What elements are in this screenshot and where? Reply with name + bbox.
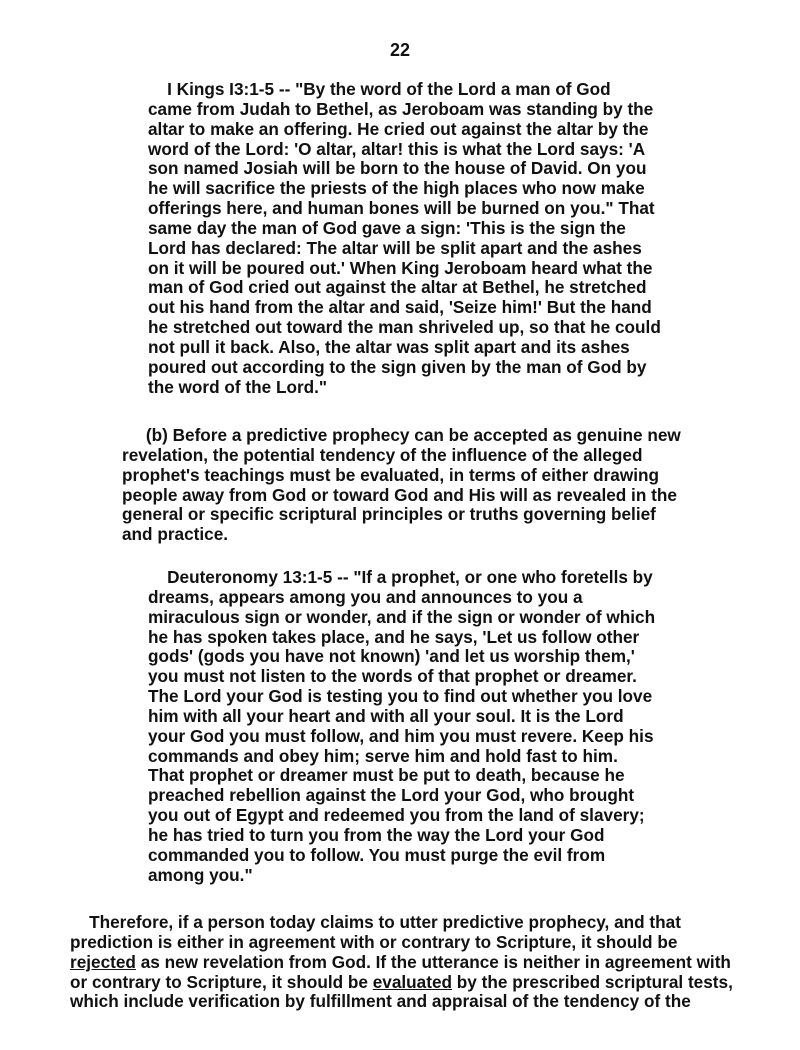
text-line: came from Judah to Bethel, as Jeroboam was standing by the bbox=[148, 98, 654, 119]
text-line: the word of the Lord." bbox=[148, 376, 328, 397]
text-line: That prophet or dreamer must be put to death, because he bbox=[148, 765, 625, 786]
text-line: people away from God or toward God and His will as revealed in the bbox=[122, 484, 677, 505]
text-line: son named Josiah will be born to the house of David. On you bbox=[148, 158, 647, 179]
text-line: man of God cried out against the altar at Bethel, he stretched bbox=[148, 277, 647, 298]
text-line: prediction is either in agreement with or contrary to Scripture, it should be bbox=[70, 931, 678, 952]
text-line bbox=[70, 953, 733, 973]
text-line: I Kings I3:1-5 -- "By the word of the Lord a man of God bbox=[148, 79, 611, 99]
text-line: prophet's teachings must be evaluated, in terms of either drawing bbox=[122, 464, 660, 485]
text-line: Therefore, if a person today claims to utter predictive prophecy, and that bbox=[70, 912, 681, 932]
text-line: on it will be poured out.' When King Jeroboam heard what the bbox=[148, 257, 653, 278]
text-line: general or specific scriptural principles or truths governing belief bbox=[122, 504, 656, 525]
text-fragment: or contrary to Scripture, it should be bbox=[70, 971, 373, 992]
text-line: not pull it back. Also, the altar was split apart and its ashes bbox=[148, 336, 630, 357]
text-line: your God you must follow, and him you must revere. Keep his bbox=[148, 725, 654, 746]
text-line: same day the man of God gave a sign: 'This is the sign the bbox=[148, 217, 626, 238]
text-line: Deuteronomy 13:1-5 -- "If a prophet, or one who foretells by bbox=[148, 567, 653, 587]
text-fragment: by the prescribed scriptural tests, bbox=[452, 971, 733, 992]
text-line: commanded you to follow. You must purge the evil from bbox=[148, 844, 606, 865]
text-line: you out of Egypt and redeemed you from the land of slavery; bbox=[148, 805, 645, 826]
text-line: word of the Lord: 'O altar, altar! this is what the Lord says: 'A bbox=[148, 138, 646, 159]
underlined-word-evaluated: evaluated bbox=[372, 971, 453, 992]
text-line: preached rebellion against the Lord your God, who brought bbox=[148, 785, 635, 806]
text-line: him with all your heart and with all your soul. It is the Lord bbox=[148, 705, 624, 726]
conclusion-paragraph bbox=[70, 913, 733, 1012]
text-line: he stretched out toward the man shriveled up, so that he could bbox=[148, 317, 661, 338]
text-line: he has spoken takes place, and he says, 'Let us follow other bbox=[148, 626, 640, 647]
text-line: which include verification by fulfillment and appraisal of the tendency of the bbox=[70, 991, 691, 1012]
text-line: revelation, the potential tendency of the influence of the alleged bbox=[122, 444, 643, 465]
paragraph-b bbox=[122, 426, 681, 545]
text-line: and practice. bbox=[122, 524, 229, 545]
text-line: gods' (gods you have not known) 'and let us worship them,' bbox=[148, 646, 635, 667]
text-line: you must not listen to the words of that prophet or dreamer. bbox=[148, 666, 637, 687]
text-line: The Lord your God is testing you to find out whether you love bbox=[148, 686, 653, 707]
scripture-quote-deuteronomy bbox=[148, 568, 655, 886]
text-line: Lord has declared: The altar will be split apart and the ashes bbox=[148, 237, 642, 258]
text-line bbox=[70, 973, 733, 993]
text-line: out his hand from the altar and said, 'Seize him!' But the hand bbox=[148, 297, 652, 318]
page-number: 22 bbox=[389, 40, 411, 60]
text-line: altar to make an offering. He cried out against the altar by the bbox=[148, 118, 649, 139]
text-line: he has tried to turn you from the way the Lord your God bbox=[148, 824, 605, 845]
text-line: offerings here, and human bones will be burned on you." That bbox=[148, 198, 655, 219]
text-line: among you." bbox=[148, 864, 253, 885]
text-line: (b) Before a predictive prophecy can be accepted as genuine new bbox=[122, 425, 681, 445]
text-fragment: as new revelation from God. If the utterance is neither in agreement with bbox=[135, 951, 731, 972]
text-line: he will sacrifice the priests of the high places who now make bbox=[148, 178, 645, 199]
text-line: dreams, appears among you and announces to you a bbox=[148, 586, 583, 607]
text-line: commands and obey him; serve him and hold fast to him. bbox=[148, 745, 618, 766]
scripture-quote-1-kings bbox=[148, 80, 661, 398]
text-line: poured out according to the sign given by the man of God by bbox=[148, 356, 647, 377]
underlined-word-rejected: rejected bbox=[70, 951, 136, 972]
text-line: miraculous sign or wonder, and if the sign or wonder of which bbox=[148, 606, 656, 627]
